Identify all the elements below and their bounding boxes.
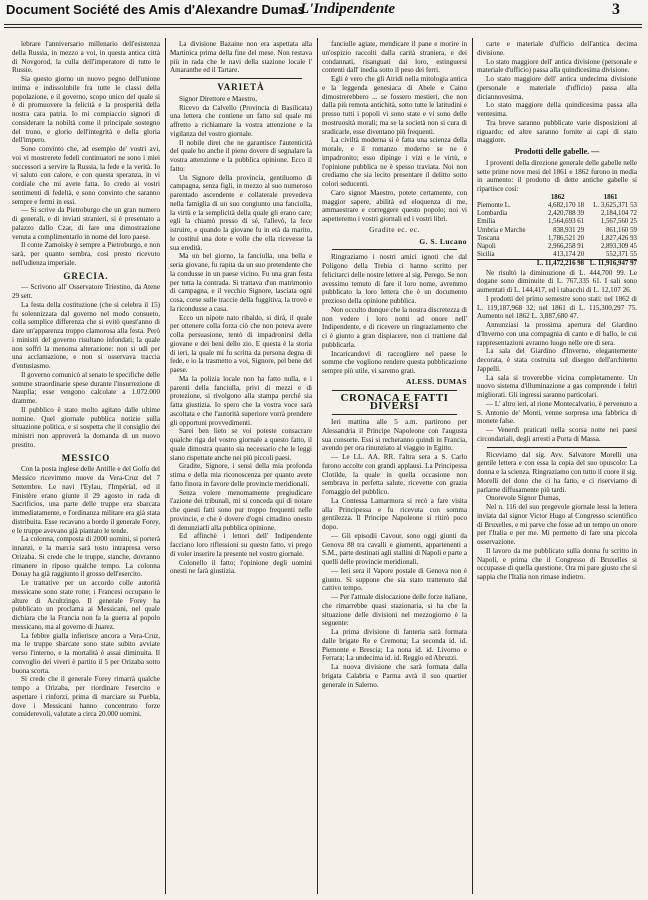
header-rule xyxy=(4,24,642,25)
paragraph: La colonna, composta di 2000 uomini, si porterà innanzi, e la marcia sarà tosto intrapresa verso Orizaba. Si crede che le truppe, stanche, dovranno rimanere in riposo qualche tempo. La colonna Douay ha già raggiunto il grosso dell'esercito. xyxy=(12,535,160,579)
paragraph: Un Signore della provincia, gentiluomo di campagna, senza figli, in mezzo al suo numeroso parentado ascendente e collaterale prevedeva nella famiglia di un suo congiunto una fanciulla, la virtù e la semplicità della quale gli erano care; egli la chiamò presso di sé, l'allevò, la fece istruire, e quando la giovane fu in età da marito, le costituì una dote e volle che ella ricevesse la sua eredità. xyxy=(170,173,312,252)
column-divider xyxy=(317,38,318,894)
paragraph: — Gli episodii Cavour, sono oggi giunti da Genova 88 tra cavalli e giumenti, appartenenti a S.M., parte destinati agli stallini di Napoli e parte a quelli delle provincie meridionali. xyxy=(322,531,467,566)
table-cell: 552,371 55 xyxy=(605,251,637,259)
table-cell: 1,564,693 61 xyxy=(547,218,585,226)
paragraph: carte e materiale d'ufficio dell'antica decima divisione. xyxy=(477,40,637,57)
paragraph: Tra breve saranno pubblicate varie disposizioni al riguardo; ed altre saranno fornite ai capi di stato maggiore. xyxy=(477,118,637,145)
letter-salutation: Onorevole Signor Dumas, xyxy=(486,494,561,503)
table-column-header: 1861 xyxy=(603,193,618,201)
page-number: 3 xyxy=(612,1,620,18)
paragraph: Il nobile direi che ne garantisce l'autenticità del quale ho anche il pieno dovere di segnalare la vostra attenzione e la pubblica opinione. Ecco il fatto: xyxy=(170,138,312,173)
column-4 xyxy=(477,40,637,892)
header-rule-thin xyxy=(4,27,642,28)
paragraph: Senza volere menomamente pregiudicare l'azione dei tribunali, mi si conceda qui di notare che questi fatti sono pur troppo frequenti nelle provincie, e che è dovere d'ogni cittadino onesto di denunziarli alla pubblica opinione. xyxy=(170,488,312,532)
table-row xyxy=(477,251,637,260)
table-cell: 861,160 59 xyxy=(605,226,637,234)
paragraph: Sono convinto che, ad esempio de' vostri avi, voi vi mostrerete fedeli continuatori ne sono i miei successori a servire la Russia, la fede e la verità. Io vi saluto con calore, e con questa speranza, in vi cordiale che mi avete fatta. Io credo ai vostri sentimenti di fedeltà, e sono convinto che saranno sempre e fermi in essi. xyxy=(12,145,160,206)
table-cell: 2,893,309 45 xyxy=(600,242,637,250)
paragraph: Il governo comunicò al senato le specifiche delle somme straordinarie spese durante l'insurrezione di Nauplia; esse vengono calcolate a 1.072.000 dramme. xyxy=(12,370,160,405)
paragraph: Annunziasi la prossima apertura del Giardino d'Inverno con una compagnia di canto e di ballo, le cui rappresentazioni avranno luogo nelle ore di sera. xyxy=(477,321,637,347)
table-cell: 4,682,170 18 xyxy=(547,201,585,209)
table-cell: 413,174 20 xyxy=(553,251,585,259)
section-heading-mexico: MESSICO xyxy=(61,452,111,463)
signature: ALESS. DUMAS xyxy=(405,376,467,386)
paragraph: La festa della costituzione (che si celebra il 15) fu solennizzata dal governo nel modo consueto, colla semplice differenza che si evitò quest'anno di dare un'apparenza troppo clamorosa alla festa. Però i ministri del governo risultano infondati; la quale non soffrì la menoma alterazione: non si udì per una acclamazione, e non si osservava traccia d'entusiasmo. xyxy=(12,300,160,370)
paragraph: Gradite, Signore, i sensi della mia profonda stima e della mia riconoscenza per quanto avete fatto finora in favore delle provincie meridionali. xyxy=(170,462,312,488)
column-3 xyxy=(322,40,467,892)
paragraph: Ringraziamo i nostri amici ignoti che dal Poligono della Trebia ci hanno scritto per felicitarci delle nostre lettere al sig. Perego. Se non avessimo temuto di fare il loro nome, avremmo pubblicato la loro lettera che è un documento prezioso della opinione pubblica. xyxy=(322,253,467,305)
table-cell: 1,827,426 93 xyxy=(600,234,637,242)
column-divider xyxy=(472,38,473,894)
table-cell: Sicilia xyxy=(477,251,495,259)
table-cell: L. 3,625,371 53 xyxy=(593,201,637,209)
table-row xyxy=(477,227,637,235)
paragraph: Caro signor Maestro, potete certamente, con maggior sapere, abilità ed eloquenza di me, ammaestrare e correggere questo popolo; noi vi aspetteremo i vostri giornali ed i vostri libri. xyxy=(322,188,467,223)
paragraph: La sala si troverebbe vicina completamente. Un nuovo sistema d'illuminazione a gas comprende i feltri migliorati. Gli ingressi saranno particolari. xyxy=(477,373,637,400)
paragraph: Il conte Zamoisky è sempre a Pietroburgo, e non sarà, per quanto sembra, così presto ricevuto nell'udienza imperiale. xyxy=(12,241,160,267)
paragraph: Ne risultò la diminuzione di L. 444,700 99. Le dogane sono diminuite di L. 767,335 61. I sali sono aumentati di L. 144,417, ed i tabacchi di L. 12,107 26. xyxy=(477,268,637,295)
table-cell: 1,567,560 25 xyxy=(600,218,637,226)
paragraph: Sia questo giorno un nuovo pegno dell'unione intima e indissolubile fra tutte le classi della popolazione, e il governo, scopo unico del quale si è di promuovere la felicità e la prosperità della nostra cara patria. Io mi compiaccio signori di considerare la nobiltà come il principale sostegno del trono, e glorio dell'integrità e della gloria dell'impero. xyxy=(12,75,160,145)
table-row xyxy=(477,210,637,218)
table-cell: L. 11,472,216 98 xyxy=(531,260,584,269)
paragraph: Egli è vero che gli Atridi nella mitologia antica e la leggenda genesiaca di Abele e Caino dimostrerebbero ... se fossero mestieri, che non dalla più remota antichità, sotto tutte le latitudini e presso tutti i popoli vi sono state e vi sono delle mostruosità morali; ma se la società non si cura di sradicarle, esse diventano più frequenti. xyxy=(322,75,467,136)
table-cell: Emilia xyxy=(477,218,496,226)
table-cell: Umbria e Marche xyxy=(477,226,526,234)
newspaper-masthead: L'Indipendente xyxy=(300,1,396,17)
section-heading-cronaca: CRONACA E FATTI DIVERSI xyxy=(340,391,449,413)
paragraph: La nuova divisione che sarà formata dalla brigata Calabria e Parma avrà il suo quartier generale in Salerno. xyxy=(322,663,467,689)
table-cell: 2,966,258 91 xyxy=(547,242,585,250)
paragraph: Riceviamo dal sig. Avv. Salvatore Morelli una gentile lettera e con essa la copia del suo opuscolo: La donna e la scienza. Ringraziamo con tutto il cuore il sig. Morelli del dono che ci ha fatto, e ci riserviamo di parlarne diffusamente più tardi. xyxy=(477,450,637,494)
paragraph: La civiltà moderna si è fatta una scienza della morale, e il romanzo moderno se ne è impadronito; esso dipinge i vizi e le virtù, e l'opinione pubblica ne è spesso traviata. Noi non crediamo che sia lecito presentare il delitto sotto colori seducenti. xyxy=(322,136,467,188)
table-cell: L. 11,916,947 97 xyxy=(584,260,637,269)
section-heading-greece: GRECIA. xyxy=(63,270,109,281)
section-rule xyxy=(332,414,457,415)
paragraph: I prodotti del primo semestre sono stati: nel 1862 di L. 119,187,968 32; nel 1861 di L. 115,300,297 75. Aumento nel 1862 L. 3,887,680 47. xyxy=(477,294,637,321)
paragraph: La sala del Giardino d'Inverno, elegantemente decorata, è stata costruita sul disegno dell'architetto Jappelli. xyxy=(477,347,637,373)
table-total-row xyxy=(477,260,637,269)
section-rule xyxy=(332,249,457,250)
paragraph: La febbre gialla infierisce ancora a Vera-Cruz, ma le truppe sbarcate sono state subito avviate verso l'interno, e la mortalità è assai diminuita. Il convoglio dei viveri è partito il 5 per Orizaba sotto buona scorta. xyxy=(12,631,160,675)
paragraph: Nel n. 116 del suo pregevole giornale lessi la lettera inviata dal signor Victor Hugo al Congresso scientifico di Bruxelles, e mi parve che fosse ad un tempo un onore per l'Italia e per me. Mi permetto di fare una piccola osservazione. xyxy=(477,503,637,547)
revenue-table xyxy=(477,194,637,269)
paragraph: — Si scrive da Pietroburgo che un gran numero di generali, e di inviati stranieri, si è presentato a palazzo dallo Czar, di fare una dimostrazione venuta a complimentarlo in nome del loro paese. xyxy=(12,206,160,241)
section-rule xyxy=(487,447,627,448)
paragraph: La prima divisione di fanteria sarà formata dalle brigate Re e Cremona; La seconda id. id. Piemonte e Brescia; La nona id. id. Livorno e Ferrara; La undecima id. id. Reggio ed Abruzzi. xyxy=(322,628,467,663)
paragraph: Colonello il fatto; l'opinione degli uomini onesti ne farà giustizia. xyxy=(170,558,312,576)
signature: G. S. Lucano xyxy=(419,236,467,246)
paragraph: La Contessa Lamarmora si recò a fare visita alla Principessa e fu ricevuta con somma gentilezza. Il Principe Napoleone si ritirò poco dopo. xyxy=(322,496,467,531)
document-watermark: Document Société des Amis d'Alexandre Dumas xyxy=(6,2,305,17)
section-heading-gabelle: Prodotti delle gabelle. — xyxy=(514,147,600,156)
paragraph: Il lavoro da me pubblicato sulla donna fu scritto in Napoli, e prima che il Congresso di Bruxelles si occupasse di quella questione. Ora mi pare giusto che si sappia che l'Italia non rimase indietro. xyxy=(477,546,637,582)
column-divider xyxy=(165,38,166,894)
table-cell: 1,786,521 20 xyxy=(547,234,585,242)
table-cell: Piemonte L. xyxy=(477,201,511,209)
table-row xyxy=(477,218,637,226)
paragraph: Lo stato maggiore dell' antica divisione (personale e materiale d'ufficio) passa alla quindicesima divisione. xyxy=(477,57,637,75)
table-row xyxy=(477,202,637,210)
paragraph: Ma la polizia locale non ha fatto nulla, e i parenti della fanciulla, privi di mezzi e di protezione, si rivolgono alla stampa perché sia fatta giustizia. Io spero che la vostra voce sarà ascoltata e che l'autorità superiore vorrà prendere gli opportuni provvedimenti. xyxy=(170,374,312,427)
paragraph: I proventi della direzione generale delle gabelle nelle sette prime nove mesi del 1861 e 1862 furono in media in aumento: il prodotto di dette antiche gabelle si ripartisce così: xyxy=(477,158,637,193)
table-row xyxy=(477,235,637,243)
letter-salutation: Signor Direttore e Maestro, xyxy=(179,94,258,103)
paragraph: — Ieri sera il Vapore postale di Genova non è giunto. Si suppone che sia stato trattenuto dal cattivo tempo. xyxy=(322,566,467,593)
closing-formula: Gradite ec. ec. xyxy=(369,224,420,234)
section-rule xyxy=(180,78,302,79)
paragraph: La divisione Bazaine non era aspettata alla Martinica prima della fine del mese. Non restava più in rada che le navi della stazione locale l' Amaranthe ed il Tartare. xyxy=(170,40,312,75)
paragraph: Ieri mattina alle 5 a.m. partirono per Alessandria il Principe Napoleone con l'augusta sua consorte. Essi si recheranno quindi in Francia, avendo per ora rinunziato al viaggio in Egitto. xyxy=(322,418,467,453)
column-2 xyxy=(170,40,312,892)
paragraph: Lo stato maggiore dell' antica undecima divisione (personale e materiale d'ufficio) passa alla diciannovesima. xyxy=(477,75,637,101)
table-cell: 838,931 29 xyxy=(553,226,585,234)
paragraph: Ed affinchè i lettori dell' Indipendente facciano loro riflessioni su questo fatto, vi prego di voler inserire la presente nel vostro giornale. xyxy=(170,532,312,558)
paragraph: Le trattative per un accordo colle autorità messicane sono state rotte; i Francesi occupano le alture di Acultzingo. Il generale Forey ha pubblicato un proclama ai Messicani, nel quale dichiara che la Francia non fa la guerra al popolo messicano, ma al governo di Juarez. xyxy=(12,579,160,631)
paragraph: — Le LL. AA. RR. l'altra sera a S. Carlo furono accolte con grandi applausi. La Principessa Clotilde, la quale in quella occasione non sembrava in perfetta salute, ricevette con grazia l'omaggio del pubblico. xyxy=(322,453,467,496)
paragraph: Lo stato maggiore della quindicesima passa alla ventesima. xyxy=(477,101,637,118)
table-cell: 2,420,788 39 xyxy=(547,210,585,218)
paragraph: Con la posta inglese delle Antille e del Golfo del Messico ricevimmo nuove da Vera-Cruz del 7 Settembre. Le navi l'Eylau, l'Impérial, ed il Finistère erano giunte il 29 agosto in rada di Sacrificios, una parte delle truppe era sbarcata immediatamente, e l'ordinanza militare era già stata distribuita. Esse recavano a bordo il generale Forey, e le truppe avevano già piantato le tende. xyxy=(12,465,160,535)
paragraph: Ma un bel giorno, la fanciulla, una bella e seria giovane, fu rapita da un suo pretendente che la condusse in un paese vicino. Fu una gran festa per tutta la contrada. Si trattava d'un matrimonio di campagna, e il vecchio Signore, lasciata ogni cosa, corse sulle traccie della fuggitiva, la trovò e la ricondusse a casa. xyxy=(170,252,312,313)
table-cell: Toscana xyxy=(477,234,500,242)
table-cell: Napoli xyxy=(477,242,496,250)
table-column-header: 1862 xyxy=(550,193,565,201)
paragraph: Non occulto dunque che la nostra discretezza di non vedere i loro nomi ad onore nell' Indipendente, e di ricevere un ringraziamento che ci è giunto a gran dispiacere, non ci trattiene dal pubblicarla. xyxy=(322,305,467,349)
paragraph: — Per l'attuale dislocazione delle forze italiane, che rimarrebbe quasi stazionaria, si ha che la situazione delle divisioni nel mezzogiorno è la seguente: xyxy=(322,593,467,628)
column-1 xyxy=(12,40,160,892)
table-header-row xyxy=(477,194,637,202)
table-cell: Lombardia xyxy=(477,210,508,218)
paragraph: — Scrivono all' Osservatore Triestino, da Atene 29 sett. xyxy=(12,283,160,300)
paragraph: Incaricandovi di raccogliere nel paese le somme che vogliono rendere questa pubblicazione sempre più utile, vi saremo grati. xyxy=(322,349,467,375)
paragraph: Ecco un nipote nato ribaldo, si dirà, il quale per ottenere colla forza ciò che non poteva avere colla persuasione, tentò di impadronirsi della giovane e dei beni dello zio. E questa è la storia di ieri, la quale mi fu scritta da persona degna di fede, e io la trasmetto a voi, Signore, pel bene del paese. xyxy=(170,313,312,374)
paragraph: Sarei ben lieto se voi poteste consacrare qualche riga del vostro giornale a questo fatto, il quale dimostra quanto sia necessario che le leggi siano rispettate anche nei più piccoli paesi. xyxy=(170,427,312,462)
section-rule xyxy=(332,390,457,391)
paragraph: lebrare l'anniversario millenario dell'esistenza della Russia, in mezzo a voi, in questa antica città di Novgorod, la culla dell'imperatore di tutte le Russie. xyxy=(12,40,160,75)
paragraph: Si crede che il generale Forey rimarrà qualche tempo a Orizaba, per riordinare l'esercito e aspettare i rinforzi, prima di marciare su Puebla, dove i Messicani hanno concentrato forze considerevoli, valutate a circa 20.000 uomini. xyxy=(12,675,160,719)
table-cell: 2,184,104 72 xyxy=(600,210,637,218)
header-bar xyxy=(0,0,648,22)
paragraph: — L' altro ieri, al rione Montecalvario, è pervenuto a S. Antonio de' Monti, venne sorpresa una fabbrica di monete false. xyxy=(477,399,637,426)
paragraph: Il pubblico è stato molto agitato dalle ultime nomine. Quel giornale pubblica notizie sulla situazione politica, e si sospetta che il consiglio dei ministri non approverà la domanda di un nuovo prestito. xyxy=(12,405,160,449)
paragraph: Ricevo da Calvello (Provincia di Basilicata) una lettera che contiene un fatto sul quale mi affretto a richiamare la vostra attenzione e la vigilanza del vostro giornale. xyxy=(170,103,312,138)
table-row xyxy=(477,243,637,251)
section-heading-varieta: VARIETÀ xyxy=(217,82,265,92)
paragraph: — Venerdì praticati nella scorsa notte nei paesi circondariali, degli arresti a Porta di Massa. xyxy=(477,426,637,443)
paragraph: fanciulle agiate, mendicare il pane e morire in un'ospizio raccolti dalla carità straniera, e dei condannati, risanguati dai loro, estinguersi contenti dall' inedia sotto il peso dei ferri. xyxy=(322,40,467,75)
